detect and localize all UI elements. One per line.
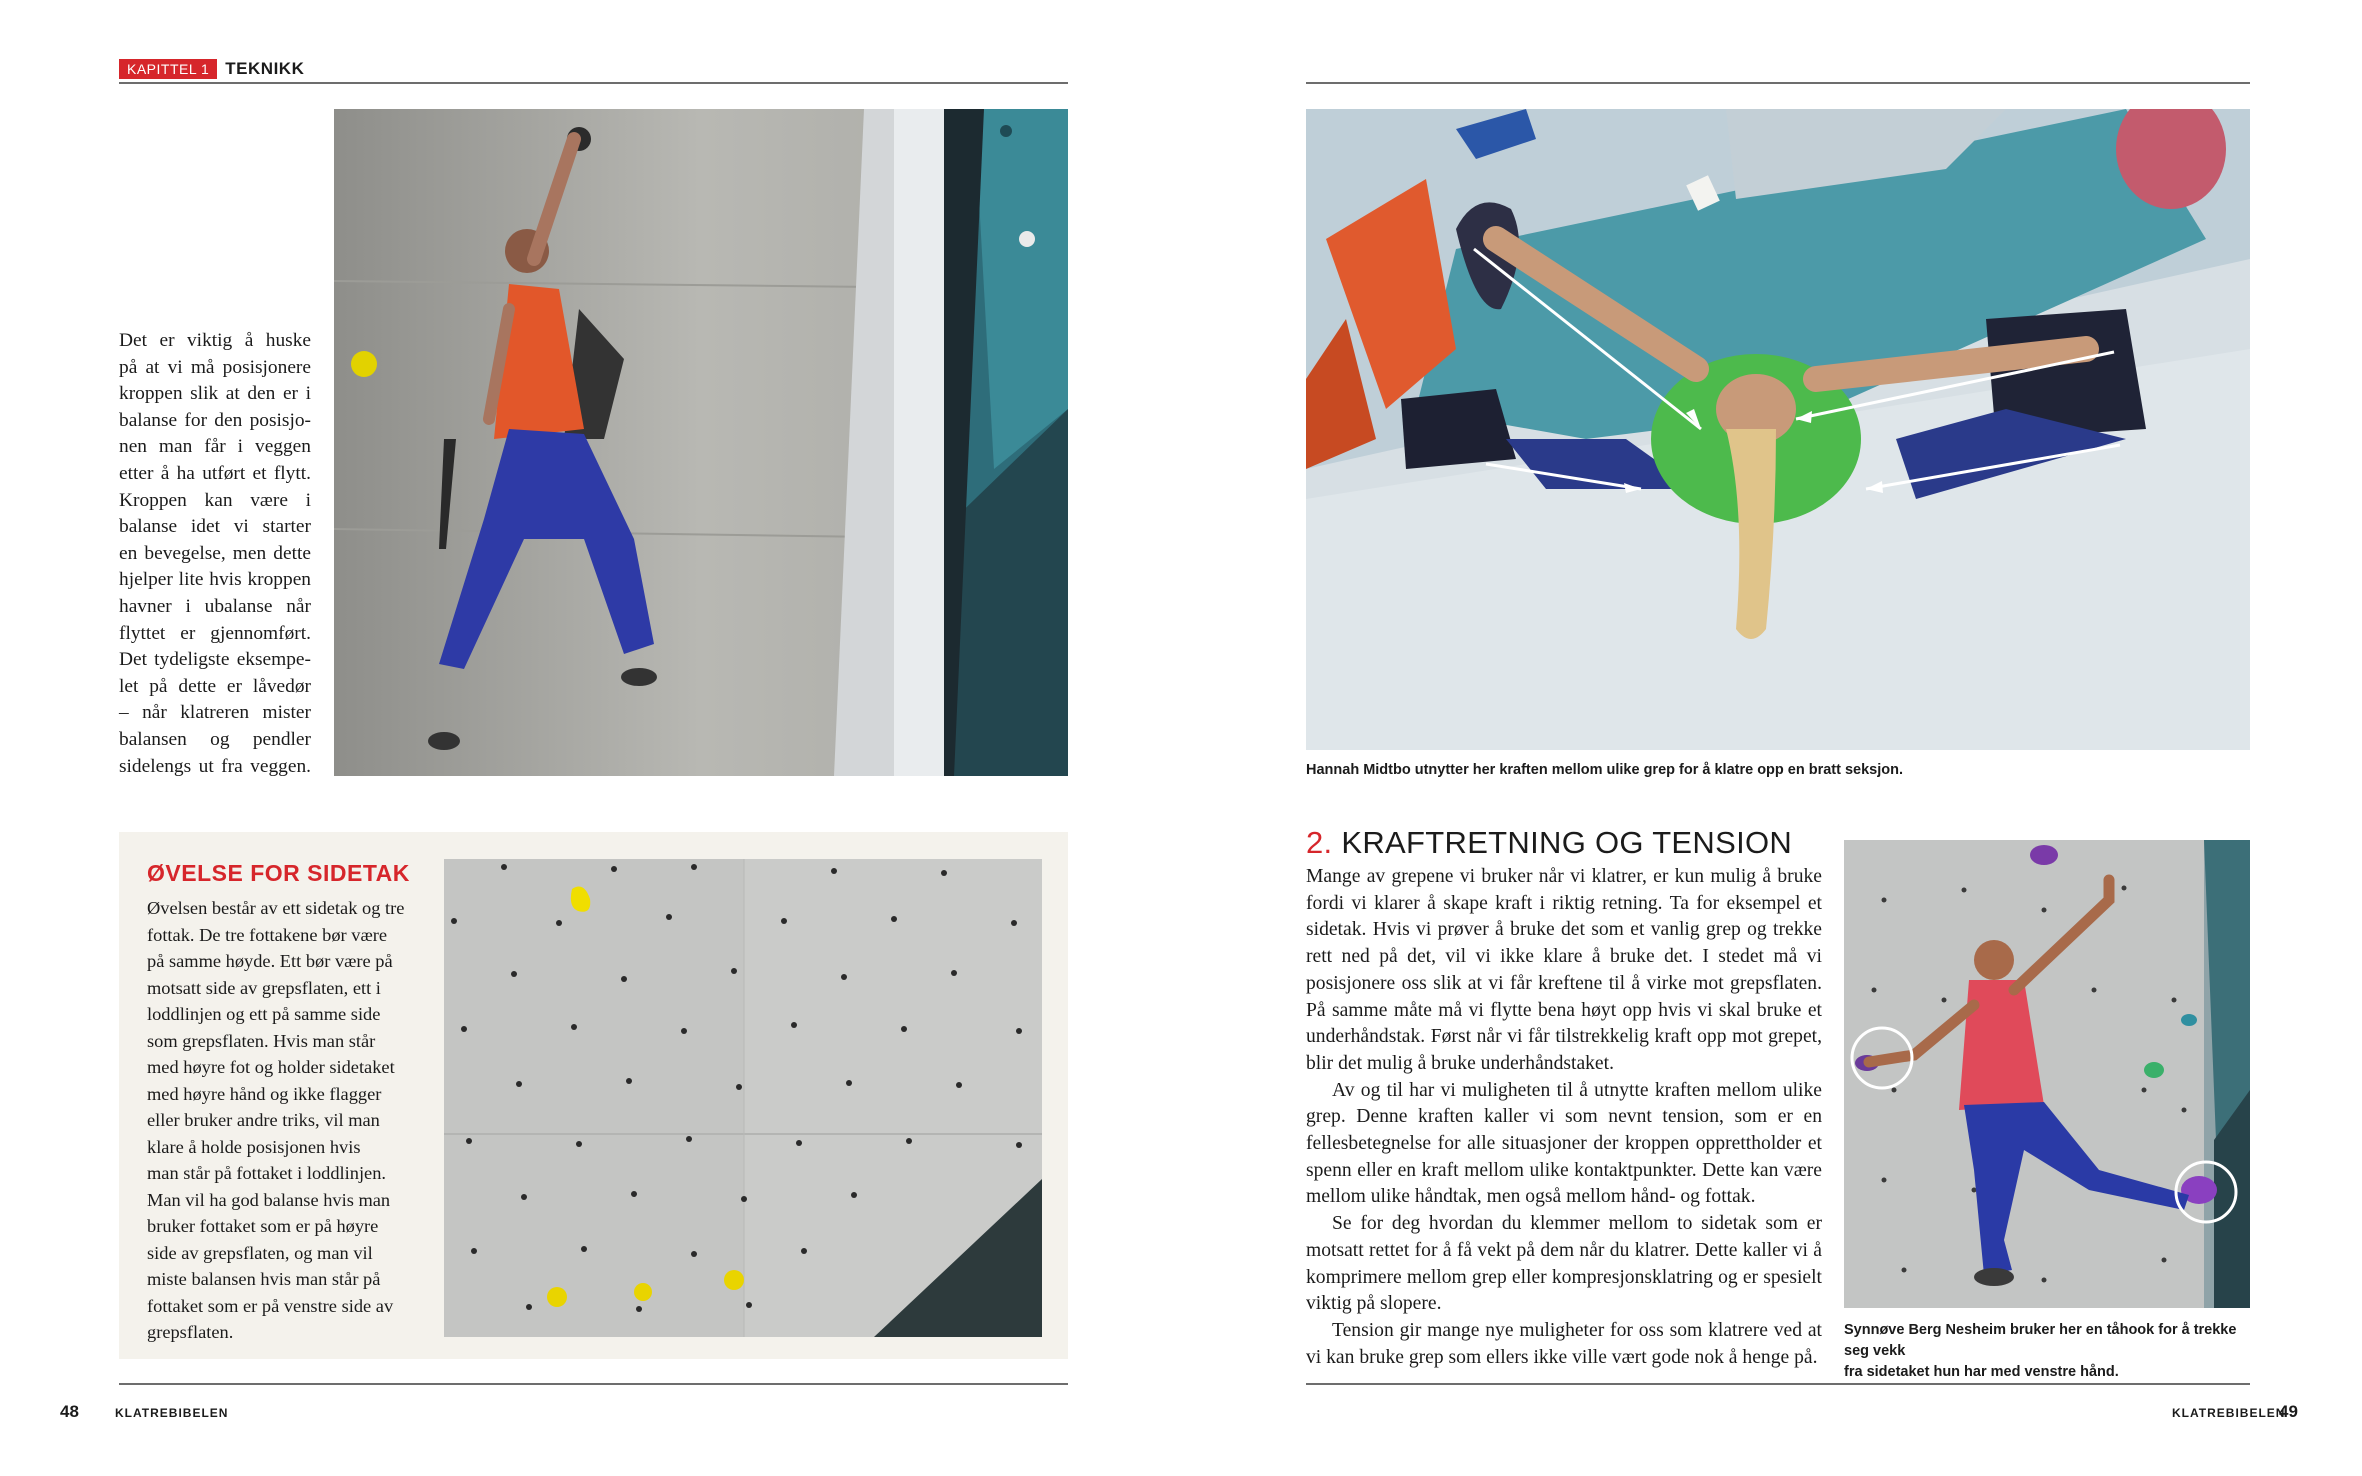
intro-line: let på dette er låvedør: [119, 675, 311, 697]
intro-line: Kroppen kan være i: [119, 489, 311, 511]
photo-toehook: [1844, 840, 2250, 1308]
body-paragraph: Tension gir mange nye muligheter for oss som klatrere ved at vi kan bruke grep som ellers ikke ville vært gode nok å henge på.: [1306, 1319, 1822, 1368]
section-heading: [1306, 825, 1792, 861]
footer-rule-left: [119, 1383, 1068, 1385]
intro-line: sidelengs ut fra veggen.: [119, 755, 311, 777]
sidebar-line: eller bruker andre triks, vil man: [147, 1110, 380, 1130]
sidebar-line: grepsflaten.: [147, 1322, 234, 1342]
intro-line: flyttet er gjennomført.: [119, 622, 311, 644]
sidebar-line: side av grepsflaten, og man vil: [147, 1242, 373, 1263]
section-title: KRAFTRETNING OG TENSION: [1341, 825, 1793, 860]
section-number: 2.: [1306, 825, 1333, 860]
sidebar-line: motsatt side av grepsflaten, ett i: [147, 977, 381, 998]
side-caption-line: Synnøve Berg Nesheim bruker her en tåhook for å trekke seg vekk: [1844, 1322, 2237, 1359]
photo-tension-overhang: [1306, 109, 2250, 750]
side-caption-line: fra sidetaket hun har med venstre hånd.: [1844, 1364, 2119, 1380]
main-body-text: [1306, 864, 1822, 1371]
sidebar-line: bruker fottaket som er på høyre: [147, 1216, 379, 1236]
body-paragraph: Mange av grepene vi bruker når vi klatrer, er kun mulig å bruke fordi vi klarer å skape kraft i riktig retning. Ta for eksempel et sidetak. Hvis vi prøver å bruke det som et vanlig grep og trekke rett ned på det, vil vi ikke klare å bruke det. I stedet må vi posisjonere oss slik at vi får kreftene til å virke mot grepsflaten. På samme måte må vi flytte bena høyt opp hvis vi skal bruke et underhåndstak. Først når vi får tilstrekkelig kraft opp mot grepet, blir det mulig å bruke underhåndstaket.: [1306, 866, 1822, 1074]
sidebar-line: som grepsflaten. Hvis man står: [147, 1030, 376, 1051]
photo-climber-stretch: [334, 109, 1068, 776]
intro-line: Det er viktig å huske: [119, 330, 311, 351]
intro-line: havner i ubalanse når: [119, 595, 311, 617]
intro-line: på at vi må posisjonere: [119, 356, 311, 378]
sidebar-line: Man vil ha god balanse hvis man: [147, 1189, 391, 1210]
running-title-left: KLATREBIBELEN: [115, 1406, 229, 1420]
sidebar-line: man står på fottaket i loddlinjen.: [147, 1163, 387, 1183]
sidebar-line: miste balansen hvis man står på: [147, 1269, 381, 1289]
photo-sidetak-wall: [444, 859, 1042, 1337]
intro-line: balanse idet vi starter: [119, 516, 311, 538]
intro-line: Det tydeligste eksempe-: [119, 649, 311, 671]
body-paragraph: Se for deg hvordan du klemmer mellom to sidetak som er motsatt rettet for å få vekt på dem når du klatrer. Dette kaller vi å komprimere mellom grep eller kompresjonsklatring og er spesielt viktig på slopere.: [1306, 1213, 1822, 1315]
sidebar-line: med høyre fot og holder sidetaket: [147, 1057, 395, 1077]
header-rule-right: [1306, 82, 2250, 84]
sidebar-line: fottaket som er på venstre side av: [147, 1295, 394, 1316]
chapter-tag: KAPITTEL 1: [119, 59, 217, 79]
sidebar-line: med høyre hånd og ikke flagger: [147, 1083, 382, 1104]
header-rule-left: [119, 82, 1068, 84]
sidebar-line: fottak. De tre fottakene bør være: [147, 924, 388, 945]
chapter-header: [119, 59, 304, 79]
intro-line: balansen og pendler: [119, 728, 311, 750]
sidebar-line: klare å holde posisjonen hvis: [147, 1136, 361, 1157]
intro-line: nen man får i veggen: [119, 436, 311, 458]
intro-line: – når klatreren mister: [119, 702, 311, 724]
sidebar-line: på samme høyde. Ett bør være på: [147, 951, 393, 971]
chapter-title: TEKNIKK: [225, 59, 305, 78]
body-paragraph: Av og til har vi muligheten til å utnytte kraften mellom ulike grep. Denne kraften kaller vi som nevnt tension, som er en fellesbetegnelse for alle situasjoner der kroppen opprettholder et spenn eller en kraft mellom ulike kontaktpunkter. Dette kan være mellom ulike håndtak, men også mellom hånd- og fottak.: [1306, 1079, 1822, 1208]
footer-rule-right: [1306, 1383, 2250, 1385]
intro-text: [119, 328, 311, 780]
page-number-left: 48: [60, 1402, 79, 1421]
top-photo-caption: Hannah Midtbo utnytter her kraften mellom ulike grep for å klatre opp en bratt seksjon.: [1306, 762, 1904, 778]
sidebar-line: loddlinjen og ett på samme side: [147, 1004, 381, 1024]
intro-line: balanse for den posisjo-: [119, 409, 311, 431]
page-number-right: 49: [2279, 1402, 2298, 1421]
intro-line: kroppen slik at den er i: [119, 383, 311, 405]
intro-line: etter å ha utført et flytt.: [119, 462, 311, 484]
sidebar-title: ØVELSE FOR SIDETAK: [147, 860, 410, 886]
running-title-right: KLATREBIBELEN: [2172, 1406, 2286, 1420]
sidebar-text: [147, 895, 429, 1346]
side-photo-caption: [1844, 1320, 2250, 1383]
intro-line: hjelper lite hvis kroppen: [119, 569, 311, 591]
sidebar-line: Øvelsen består av ett sidetak og tre: [147, 898, 405, 918]
intro-line: en bevegelse, men dette: [119, 542, 311, 564]
exercise-sidebar: [119, 832, 1068, 1359]
